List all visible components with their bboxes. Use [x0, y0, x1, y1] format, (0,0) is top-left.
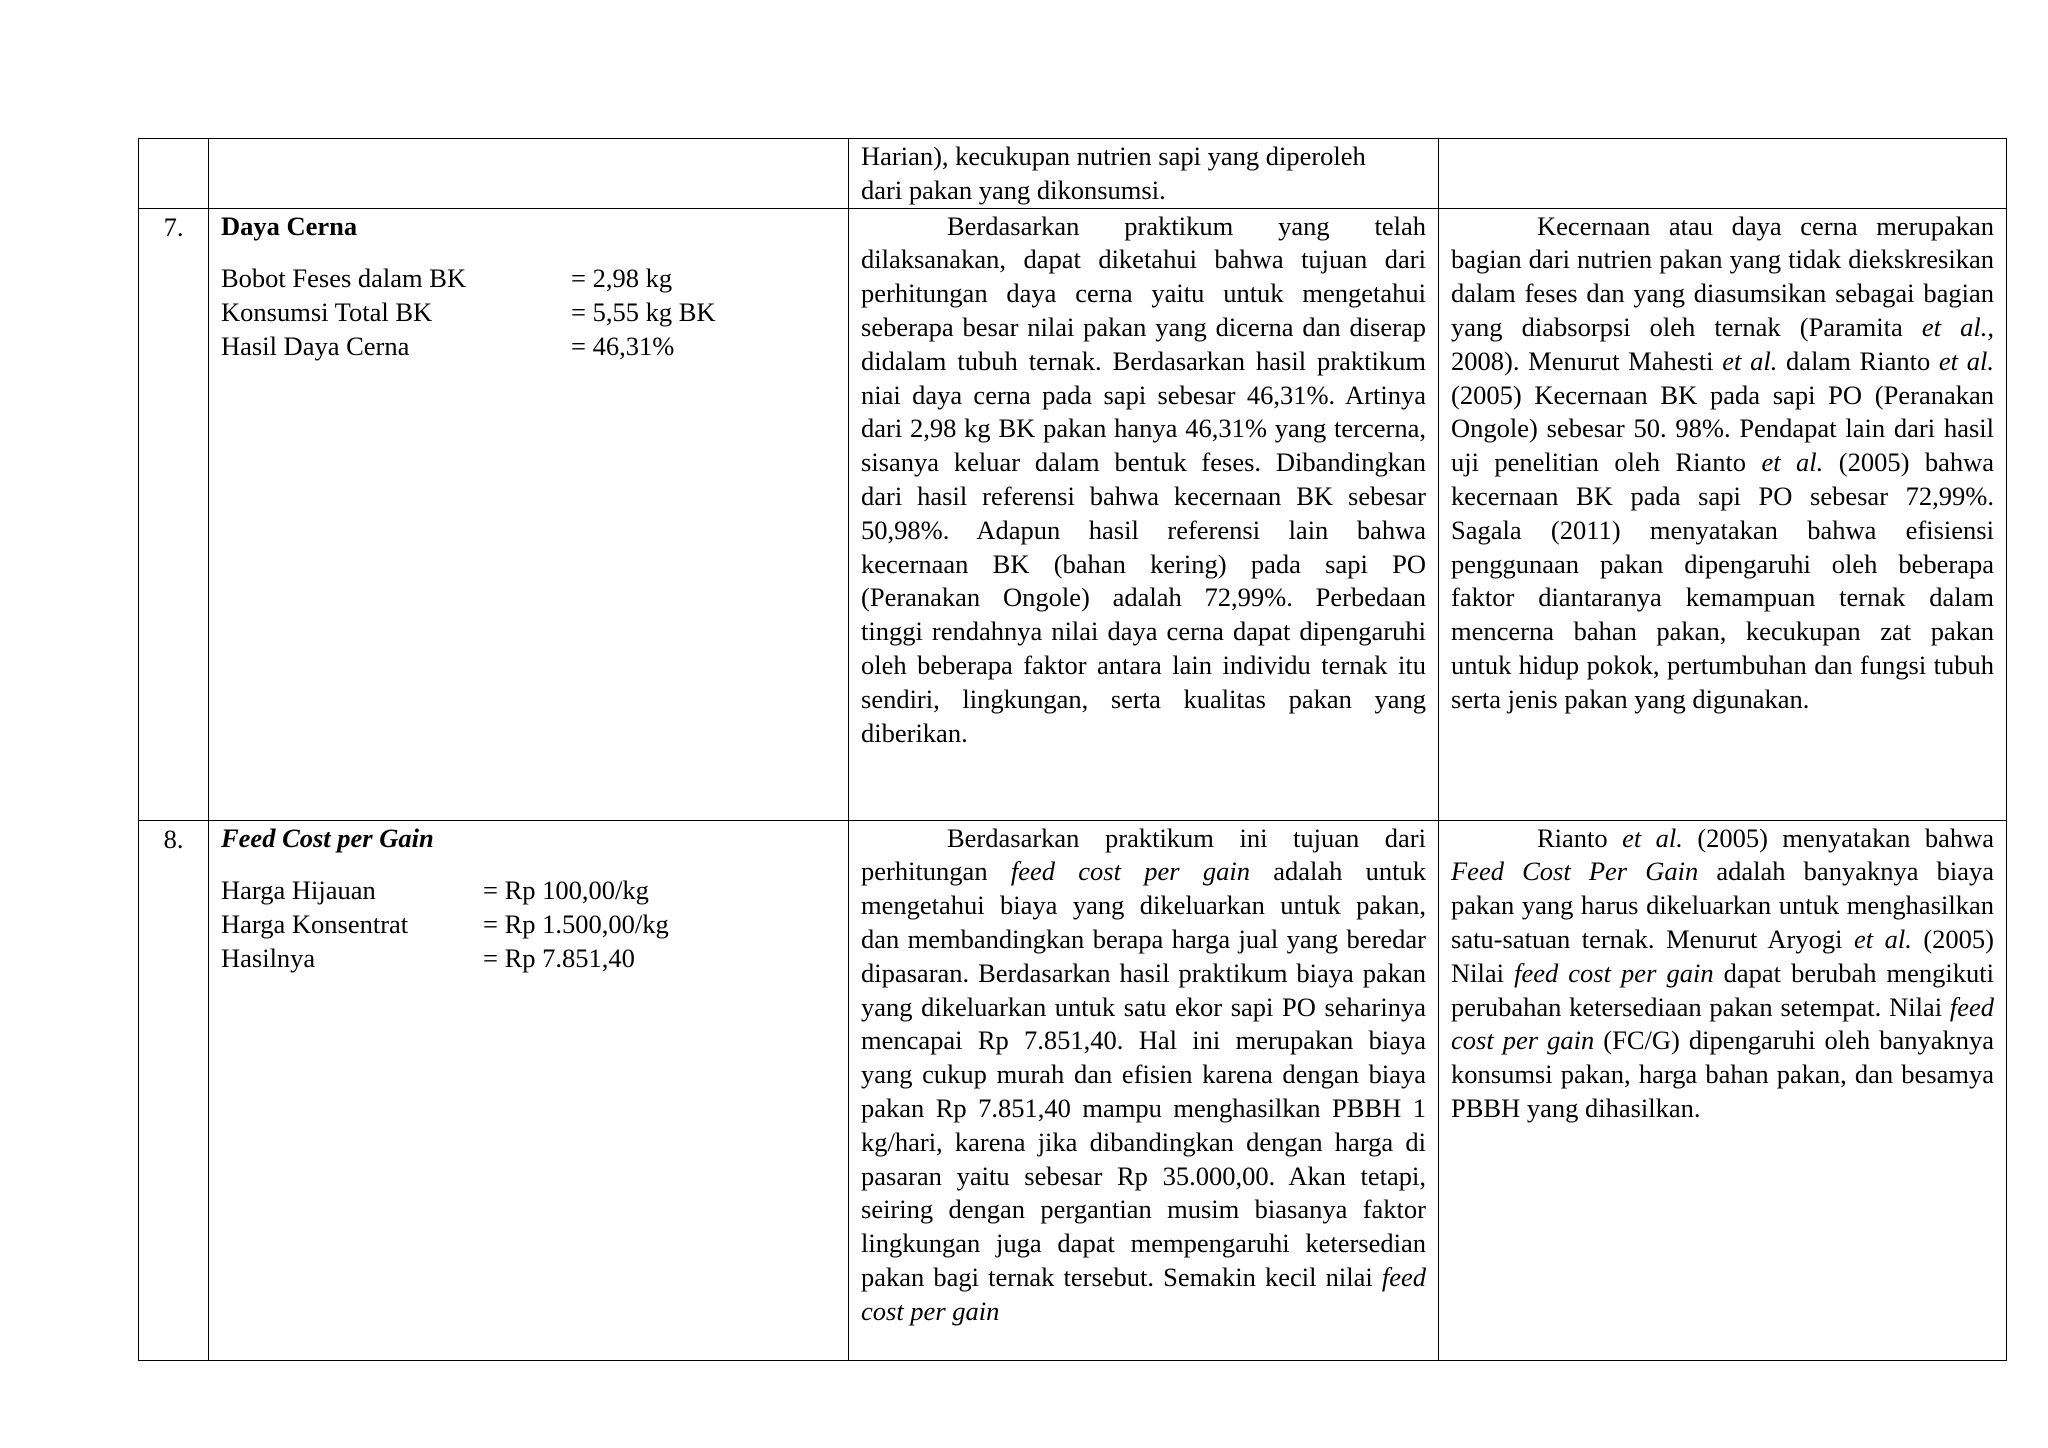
data-cell — [209, 139, 849, 209]
reference-cell — [1439, 820, 2007, 1360]
table-row-daya-cerna — [139, 208, 2007, 820]
item-value: = 46,31% — [571, 330, 675, 361]
item-label: Harga Hijauan — [221, 875, 376, 906]
item-label: Bobot Feses dalam BK — [221, 263, 467, 294]
results-table — [138, 138, 2007, 1361]
data-cell — [209, 820, 849, 1360]
table-row-continued — [139, 139, 2007, 209]
item-value: = 5,55 kg BK — [571, 297, 716, 328]
discussion-cell — [849, 820, 1439, 1360]
item-label: Harga Konsentrat — [221, 909, 409, 940]
discussion-cell — [849, 208, 1439, 820]
reference-text: Rianto et al. (2005) menyatakan bahwa Feed Cost Per Gain adalah banyaknya biaya pakan yang harus dikeluarkan untuk menghasilkan satu-satuan ternak. Menurut Aryogi et al. (2005) Nilai feed cost per gain dapat berubah mengikuti perubahan ketersediaan pakan setempat. Nilai feed cost per gain (FC/G) dipengaruhi oleh banyaknya konsumsi pakan, harga bahan pakan, dan besamya PBBH yang dihasilkan. — [1451, 822, 1995, 1123]
reference-cell — [1439, 139, 2007, 209]
item-label: Konsumsi Total BK — [221, 297, 433, 328]
continued-line-1: Harian), kecukupan nutrien sapi yang diperoleh — [861, 141, 1366, 171]
row-title: Daya Cerna — [221, 210, 358, 241]
number-cell — [139, 139, 209, 209]
data-cell — [209, 208, 849, 820]
item-value: = Rp 100,00/kg — [483, 875, 649, 906]
discussion-cell — [849, 139, 1439, 209]
discussion-text: Berdasarkan praktikum ini tujuan dari perhitungan feed cost per gain adalah untuk mengetahui biaya yang dikeluarkan untuk pakan, dan membandingkan berapa harga jual yang beredar dipasaran. Berdasarkan hasil praktikum biaya pakan yang dikeluarkan untuk satu ekor sapi PO seharinya mencapai Rp 7.851,40. Hal ini merupakan biaya yang cukup murah dan efisien karena dengan biaya pakan Rp 7.851,40 mampu menghasilkan PBBH 1 kg/hari, karena jika dibandingkan dengan harga di pasaran yaitu sebesar Rp 35.000,00. Akan tetapi, seiring dengan pergantian musim biasanya faktor lingkungan juga dapat mempengaruhi ketersedian pakan bagi ternak tersebut. Semakin kecil nilai feed cost per gain — [861, 822, 1427, 1326]
data-item — [221, 874, 836, 908]
table-row-feed-cost — [139, 820, 2007, 1360]
data-item — [221, 296, 836, 330]
data-item — [221, 908, 836, 942]
row-number: 8. — [139, 820, 209, 1360]
reference-cell — [1439, 208, 2007, 820]
row-title: Feed Cost per Gain — [221, 822, 434, 853]
data-item — [221, 330, 836, 364]
data-item — [221, 262, 836, 296]
continued-line-2: dari pakan yang dikonsumsi. — [861, 174, 1166, 205]
row-number: 7. — [139, 208, 209, 820]
item-label: Hasil Daya Cerna — [221, 330, 410, 361]
data-item — [221, 942, 836, 976]
item-value: = Rp 1.500,00/kg — [483, 909, 669, 940]
item-value: = 2,98 kg — [571, 263, 673, 294]
discussion-text: Berdasarkan praktikum yang telah dilaksanakan, dapat diketahui bahwa tujuan dari perhitungan daya cerna yaitu untuk mengetahui seberapa besar nilai pakan yang dicerna dan diserap didalam tubuh ternak. Berdasarkan hasil praktikum niai daya cerna pada sapi sebesar 46,31%. Artinya dari 2,98 kg BK pakan hanya 46,31% yang tercerna, sisanya keluar dalam bentuk feses. Dibandingkan dari hasil referensi bahwa kecernaan BK sebesar 50,98%. Adapun hasil referensi lain bahwa kecernaan BK (bahan kering) pada sapi PO (Peranakan Ongole) adalah 72,99%. Perbedaan tinggi rendahnya nilai daya cerna dapat dipengaruhi oleh beberapa faktor antara lain individu ternak itu sendiri, lingkungan, serta kualitas pakan yang diberikan. — [861, 210, 1426, 748]
item-value: = Rp 7.851,40 — [483, 942, 635, 973]
item-label: Hasilnya — [221, 942, 316, 973]
reference-text: Kecernaan atau daya cerna merupakan bagian dari nutrien pakan yang tidak diekskresikan dalam feses dan yang diasumsikan sebagai bagian yang diabsorpsi oleh ternak (Paramita et al., 2008). Menurut Mahesti et al. dalam Rianto et al. (2005) Kecernaan BK pada sapi PO (Peranakan Ongole) sebesar 50. 98%. Pendapat lain dari hasil uji penelitian oleh Rianto et al. (2005) bahwa kecernaan BK pada sapi PO sebesar 72,99%. Sagala (2011) menyatakan bahwa efisiensi penggunaan pakan dipengaruhi oleh beberapa faktor diantaranya kemampuan ternak dalam mencerna bahan pakan, kecukupan zat pakan untuk hidup pokok, pertumbuhan dan fungsi tubuh serta jenis pakan yang digunakan. — [1451, 210, 1994, 714]
